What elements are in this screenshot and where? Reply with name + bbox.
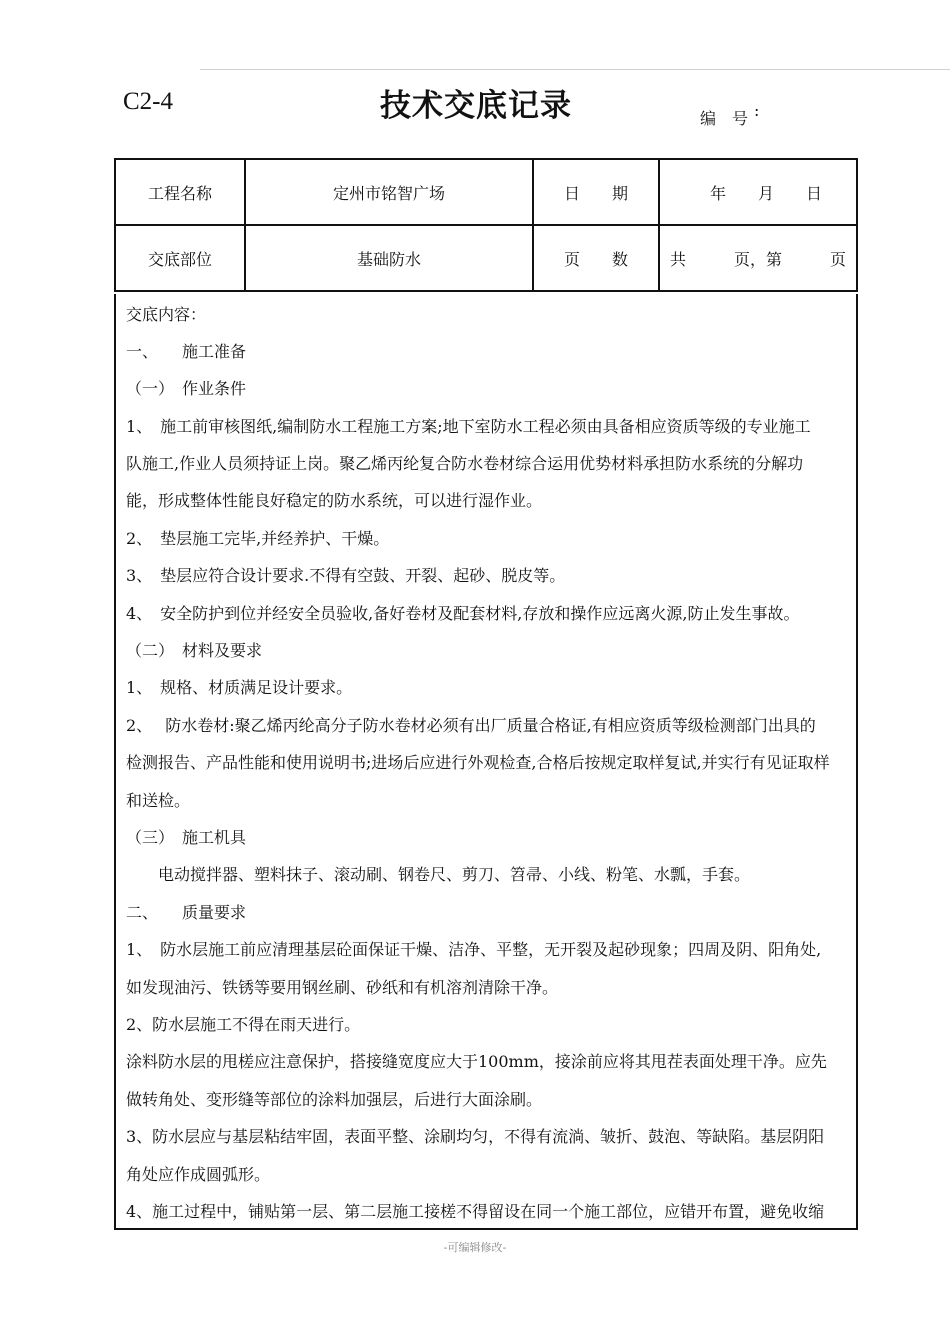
content-line: 1、 规格、材质满足设计要求。 [126,678,353,697]
content-line: （一） 作业条件 [126,379,247,398]
content-line: 4、施工过程中，铺贴第一层、第二层施工接槎不得留设在同一个施工部位，应错开布置，避免收缩 [126,1202,825,1221]
document-title: 技术交底记录 [380,88,572,124]
serial-label: 编 号 [700,109,749,128]
content-line: 和送检。 [126,791,191,810]
content-line: 能，形成整体性能良好稳定的防水系统，可以进行湿作业。 [126,491,543,510]
date-label: 日 期 [533,159,659,225]
content-line: 检测报告、产品性能和使用说明书;进场后应进行外观检查,合格后按规定取样复试,并实行有见证取样 [126,753,830,772]
content-line: 一、 施工准备 [126,342,247,361]
content-line: 如发现油污、铁锈等要用钢丝刷、砂纸和有机溶剂清除干净。 [126,978,559,997]
serial-number [700,101,760,129]
pages-value: 共 页，第 页 [659,225,857,291]
content-line: 2、防水层施工不得在雨天进行。 [126,1015,361,1034]
content-line: 2、 垫层施工完毕,并经养护、干燥。 [126,529,390,548]
project-value: 定州市铭智广场 [245,159,533,225]
content-line: 二、 质量要求 [126,903,247,922]
date-value: 年 月 日 [659,159,857,225]
part-label: 交底部位 [115,225,245,291]
content-line: 做转角处、变形缝等部位的涂料加强层，后进行大面涂刷。 [126,1090,543,1109]
content-line: 电动搅拌器、塑料抹子、滚动刷、钢卷尺、剪刀、笤帚、小线、粉笔、水瓢，手套。 [126,865,751,884]
form-code: C2-4 [123,88,173,115]
header-rule [200,69,950,70]
content-line: （三） 施工机具 [126,828,247,847]
pages-label: 页 数 [533,225,659,291]
briefing-content [114,294,858,1230]
serial-colon: : [754,101,760,120]
content-line: 4、 安全防护到位并经安全员验收,备好卷材及配套材料,存放和操作应远离火源,防止发生事故。 [126,604,800,623]
content-line: 交底内容： [126,305,207,324]
content-line: 角处应作成圆弧形。 [126,1165,271,1184]
content-line: 1、 施工前审核图纸,编制防水工程施工方案;地下室防水工程必须由具备相应资质等级的专业施工 [126,417,811,436]
content-line: 队施工,作业人员须持证上岗。聚乙烯丙纶复合防水卷材综合运用优势材料承担防水系统的分解功 [126,454,804,473]
content-line: 1、 防水层施工前应清理基层砼面保证干燥、洁净、平整，无开裂及起砂现象；四周及阴、阳角处, [126,940,822,959]
content-line: （二） 材料及要求 [126,641,263,660]
info-row-part [115,225,857,291]
content-line: 3、 垫层应符合设计要求.不得有空鼓、开裂、起砂、脱皮等。 [126,566,566,585]
content-line: 3、防水层应与基层粘结牢固，表面平整、涂刷均匀，不得有流淌、皱折、鼓泡、等缺陷。基层阴阳 [126,1127,825,1146]
info-table [114,158,858,292]
project-label: 工程名称 [115,159,245,225]
content-line: 2、 防水卷材:聚乙烯丙纶高分子防水卷材必须有出厂质量合格证,有相应资质等级检测部门出具的 [126,716,816,735]
part-value: 基础防水 [245,225,533,291]
content-line: 涂料防水层的甩槎应注意保护，搭接缝宽度应大于100mm，接涂前应将其甩茬表面处理干净。应先 [126,1052,827,1071]
info-row-project [115,159,857,225]
footer-note: -可编辑修改- [443,1241,507,1254]
